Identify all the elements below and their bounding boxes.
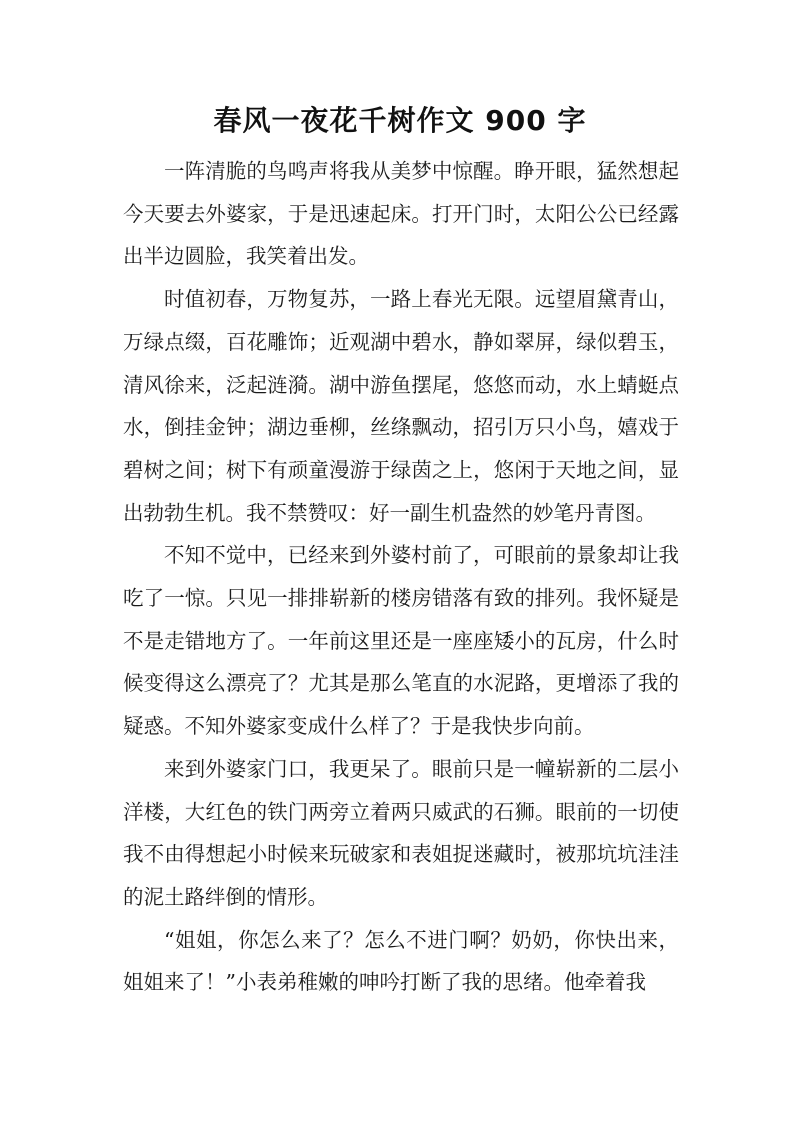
- document-body: [123, 150, 679, 1004]
- document-title: 春风一夜花千树作文 900 字: [213, 104, 587, 137]
- paragraph-2: 时值初春，万物复苏，一路上春光无限。远望眉黛青山，万绿点缀，百花雕饰；近观湖中碧水，静如翠屏，绿似碧玉，清风徐来，泛起涟漪。湖中游鱼摆尾，悠悠而动，水上蜻蜓点水，倒挂金钟；湖边垂柳，丝绦飘动，招引万只小鸟，嬉戏于碧树之间；树下有顽童漫游于绿茵之上，悠闲于天地之间，显出勃勃生机。我不禁赞叹：好一副生机盎然的妙笔丹青图。: [123, 287, 679, 525]
- paragraph-4: 来到外婆家门口，我更呆了。眼前只是一幢崭新的二层小洋楼，大红色的铁门两旁立着两只威武的石狮。眼前的一切使我不由得想起小时候来玩破家和表姐捉迷藏时，被那坑坑洼洼的泥土路绊倒的情形。: [123, 756, 679, 909]
- paragraph-5: “姐姐，你怎么来了？怎么不进门啊？奶奶，你快出来，姐姐来了！”小表弟稚嫩的呻吟打断了我的思绪。他牵着我: [123, 927, 679, 995]
- paragraph-1: 一阵清脆的鸟鸣声将我从美梦中惊醒。睁开眼，猛然想起今天要去外婆家，于是迅速起床。打开门时，太阳公公已经露出半边圆脸，我笑着出发。: [123, 159, 679, 269]
- paragraph-3: 不知不觉中，已经来到外婆村前了，可眼前的景象却让我吃了一惊。只见一排排崭新的楼房错落有致的排列。我怀疑是不是走错地方了。一年前这里还是一座座矮小的瓦房，什么时候变得这么漂亮了？尤其是那么笔直的水泥路，更增添了我的疑惑。不知外婆家变成什么样了？于是我快步向前。: [123, 543, 679, 739]
